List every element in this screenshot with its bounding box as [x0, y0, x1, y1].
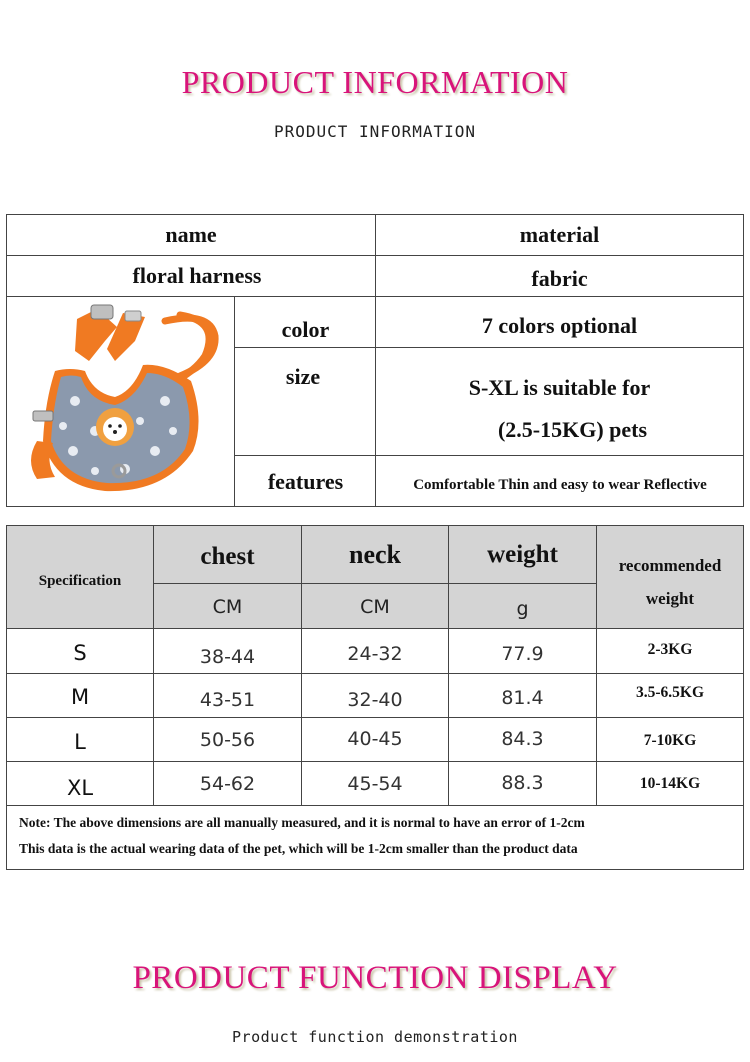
size-cell: S [73, 641, 87, 665]
neck-unit: CM [360, 596, 390, 618]
product-info-table [6, 214, 744, 507]
recommended-header-line2: weight [645, 589, 695, 608]
weight-cell: 81.4 [501, 687, 544, 709]
chest-header: chest [200, 543, 255, 570]
neck-cell: 40-45 [347, 728, 403, 750]
name-header: name [165, 222, 217, 247]
neck-cell: 24-32 [347, 643, 403, 665]
neck-cell: 45-54 [347, 773, 403, 795]
chest-cell: 43-51 [199, 689, 256, 711]
size-cell: XL [66, 776, 94, 800]
color-value: 7 colors optional [481, 313, 638, 338]
chest-unit: CM [212, 596, 243, 618]
specification-header: Specification [38, 572, 122, 589]
recommended-cell: 10-14KG [639, 775, 701, 792]
chest-cell: 38-44 [199, 646, 256, 668]
recommended-cell: 7-10KG [643, 732, 697, 749]
features-label: features [267, 469, 344, 494]
size-specification-table [6, 525, 744, 870]
neck-header: neck [349, 540, 401, 569]
neck-cell: 32-40 [347, 689, 403, 711]
note-line-2: This data is the actual wearing data of the pet, which will be 1-2cm smaller than the product data [19, 841, 578, 856]
weight-header: weight [487, 541, 558, 568]
recommended-cell: 3.5-6.5KG [635, 684, 705, 701]
color-label: color [281, 317, 330, 342]
weight-unit: g [516, 598, 529, 620]
size-value-line1: S-XL is suitable for [468, 375, 651, 400]
features-value: Comfortable Thin and easy to wear Reflective [413, 476, 707, 493]
section-subtitle: Product function demonstration [232, 1028, 518, 1046]
page-title: PRODUCT INFORMATION [181, 64, 569, 100]
size-cell: L [74, 730, 86, 754]
chest-cell: 50-56 [199, 729, 256, 751]
note-line-1: Note: The above dimensions are all manually measured, and it is normal to have an error of 1-2cm [19, 815, 585, 830]
chest-cell: 54-62 [199, 773, 256, 795]
page-subtitle: PRODUCT INFORMATION [273, 122, 477, 141]
weight-cell: 88.3 [501, 772, 544, 794]
weight-cell: 84.3 [501, 728, 544, 750]
recommended-cell: 2-3KG [647, 641, 693, 658]
recommended-header-line1: recommended [618, 556, 722, 575]
material-value: fabric [531, 266, 588, 291]
section-title: PRODUCT FUNCTION DISPLAY [132, 960, 618, 996]
weight-cell: 77.9 [501, 643, 544, 665]
harness-product-image [15, 301, 227, 501]
size-cell: M [70, 685, 90, 709]
size-label: size [285, 364, 321, 389]
size-value-line2: (2.5-15KG) pets [497, 417, 648, 442]
material-header: material [519, 222, 600, 247]
name-value: floral harness [132, 263, 262, 288]
